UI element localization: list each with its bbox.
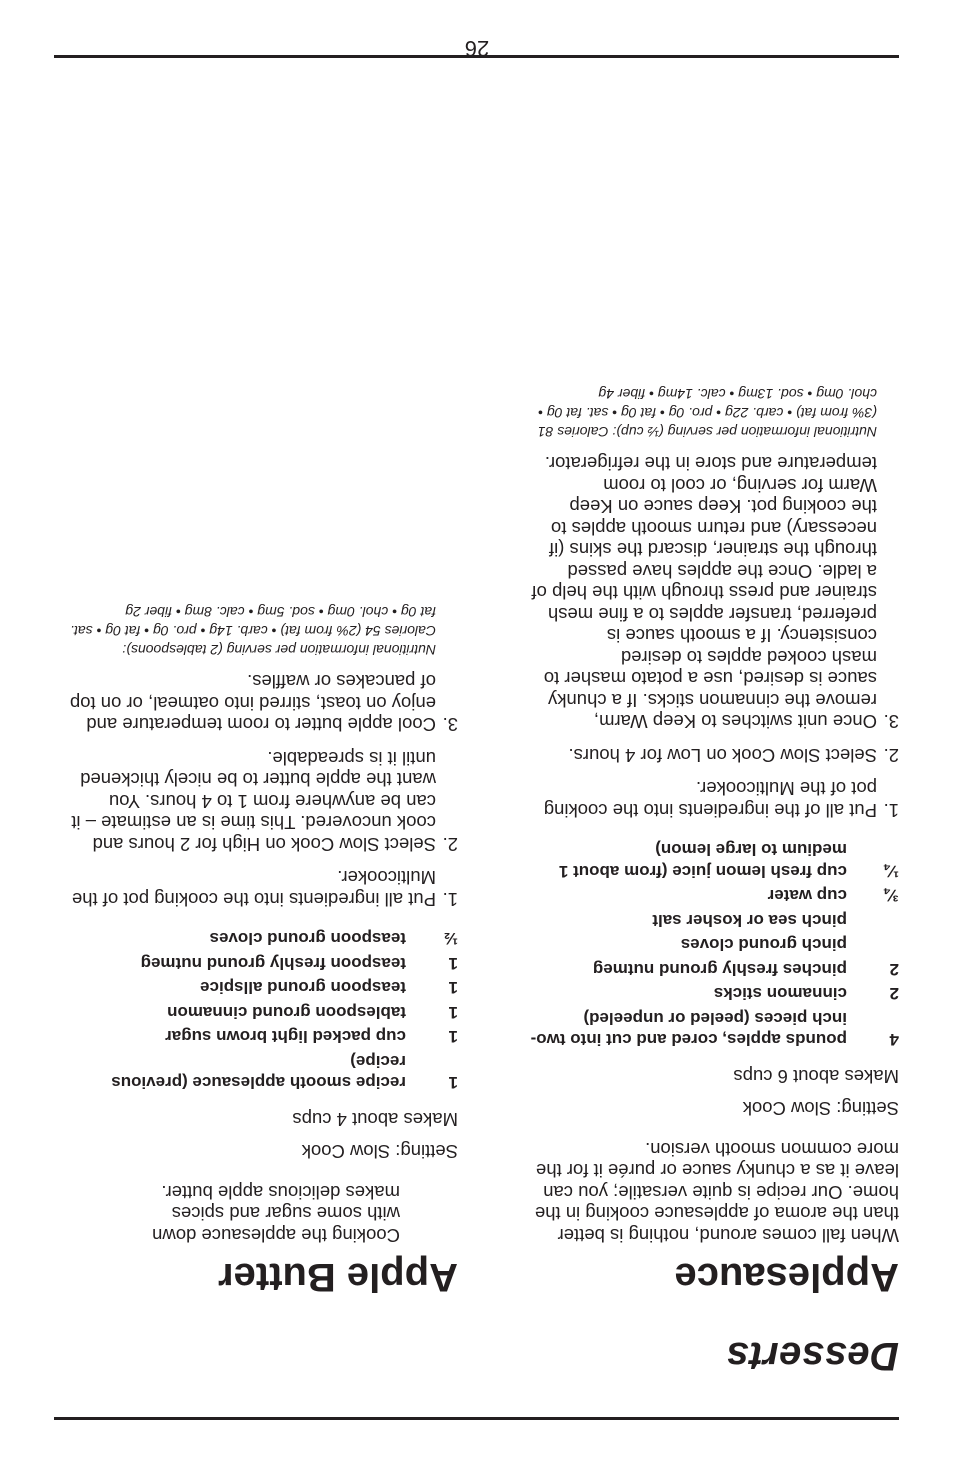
ingredient-qty: 2 xyxy=(889,984,899,1004)
ingredient-item xyxy=(529,1008,899,1051)
page-number: 26 xyxy=(464,36,490,61)
recipe-setting: Setting: Slow Cook xyxy=(742,1098,899,1120)
ingredient-list xyxy=(68,928,458,1094)
ingredient-qty: 1 xyxy=(448,1073,458,1093)
ingredient-qty: 1 xyxy=(448,1027,458,1047)
ingredient-qty: ¾ xyxy=(884,886,899,906)
recipe-setting: Setting: Slow Cook xyxy=(301,1141,458,1163)
ingredient-item xyxy=(68,977,458,999)
top-rule xyxy=(54,1417,899,1420)
ingredient-item xyxy=(68,1026,458,1048)
step-item xyxy=(68,867,458,910)
step-number: 1. xyxy=(883,800,899,821)
recipe-applesauce xyxy=(529,384,899,1300)
ingredient-qty: 1 xyxy=(448,1003,458,1022)
ingredient-qty: ½ xyxy=(443,929,458,949)
ingredient-qty: 1 xyxy=(448,954,458,973)
recipe-intro: Cooking the applesauce down with some sugar and spices makes delicious apple butter. xyxy=(152,1182,400,1246)
step-list xyxy=(68,671,458,910)
ingredient-name: teaspoon ground allspice xyxy=(200,978,406,998)
ingredient-qty: 4 xyxy=(889,1030,899,1050)
step-number: 2. xyxy=(883,745,899,766)
ingredient-item xyxy=(529,959,899,981)
ingredient-name: cup water xyxy=(767,886,847,906)
step-item xyxy=(68,748,458,856)
step-number: 3. xyxy=(442,714,458,736)
recipe-title: Applesauce xyxy=(674,1255,899,1299)
recipe-yield: Makes about 4 cups xyxy=(292,1109,458,1131)
recipe-apple-butter xyxy=(68,602,458,1300)
ingredient-name: tablespoon ground cinnamon xyxy=(167,1003,406,1022)
ingredient-qty: 1 xyxy=(448,978,458,998)
ingredient-name: pounds apples, cored and cut into two-inch pieces (peeled or unpeeled) xyxy=(530,1009,847,1050)
recipe-yield: Makes about 6 cups xyxy=(733,1066,899,1088)
step-text: Once unit switches to Keep Warm, remove the cinnamon sticks. If a chunky sauce is desired, use a potato masher to mash cooked apples to desired consistency. If a smooth sauce is preferred, transfer apples to a fine mesh strainer and press through with the help of a ladle. Once the apples have passed through the strainer, discard the skins (if necessary) and return smooth apples to the cooking pot. Keep sauce on Keep Warm for serving, or cool to room temperature and store in the refrigerator. xyxy=(531,453,877,733)
ingredient-item xyxy=(529,983,899,1005)
ingredient-item xyxy=(529,934,899,956)
ingredient-list xyxy=(529,839,899,1051)
step-text: Select Slow Cook on Low for 4 hours. xyxy=(568,745,877,766)
step-text: Put all of the ingredients into the cooking pot of the Multicooker. xyxy=(543,778,877,821)
ingredient-name: cinnamon sticks xyxy=(713,984,847,1004)
step-text: Put all ingredients into the cooking pot of the Multicooker. xyxy=(71,867,436,910)
ingredient-name: cup packed light brown sugar xyxy=(165,1027,406,1047)
step-text: Select Slow Cook on High for 2 hours and cook uncovered. This time is an estimate – it can be anywhere from 1 to 4 hours. You want the apple butter to be nicely thickened until it is spreadable. xyxy=(71,748,436,855)
step-number: 3. xyxy=(883,711,899,733)
step-number: 1. xyxy=(442,889,458,910)
ingredient-name: recipe smooth applesauce (previous recipe) xyxy=(111,1052,406,1093)
ingredient-item xyxy=(529,910,899,932)
ingredient-name: teaspoon ground cloves xyxy=(209,929,406,949)
ingredient-qty xyxy=(847,934,899,956)
section-title: Desserts xyxy=(725,1334,899,1378)
recipe-intro: When fall comes around, nothing is better than the aroma of applesauce cooking in the home. Our recipe is quite versatile; you can leave it as a chunky sauce or purée it for the more common smooth version. xyxy=(534,1139,899,1246)
ingredient-qty xyxy=(847,910,899,932)
step-text: Cool apple butter to room temperature and enjoy on toast, stirred into oatmeal, or on top of pancakes or waffles. xyxy=(69,671,436,736)
step-number: 2. xyxy=(442,834,458,855)
step-item xyxy=(68,671,458,736)
step-list xyxy=(529,453,899,821)
ingredient-item xyxy=(529,885,899,907)
recipe-title: Apple Butter xyxy=(218,1255,458,1299)
ingredient-item xyxy=(68,928,458,950)
ingredient-item xyxy=(68,953,458,975)
nutrition-info: Nutritional information per serving (2 tablespoons): Calories 54 (2% from fat) • carb. 14g • pro. 0g • fat 0g • sat. fat 0g • chol. 0mg • sod. 5mg • calc. 8mg • fiber 2g xyxy=(70,604,436,658)
ingredient-item xyxy=(529,839,899,882)
ingredient-item xyxy=(68,1002,458,1024)
step-item xyxy=(529,453,899,733)
ingredient-name: pinch sea or kosher salt xyxy=(652,911,847,930)
step-item xyxy=(529,745,899,767)
nutrition-info: Nutritional information per serving (½ cup): Calories 81 (3% from fat) • carb. 22g • pro. 0g • fat 0g • sat. fat 0g • chol. 0mg • sod. 13mg • calc. 14mg • fiber 4g xyxy=(537,386,877,440)
ingredient-name: pinches freshly ground nutmeg xyxy=(592,960,847,979)
ingredient-qty: ¼ xyxy=(884,862,899,881)
ingredient-name: cup fresh lemon juice (from about 1 medium to large lemon) xyxy=(558,840,847,881)
ingredient-qty: 2 xyxy=(889,960,899,979)
ingredient-name: pinch ground cloves xyxy=(680,935,847,955)
step-item xyxy=(529,778,899,821)
ingredient-name: teaspoon freshly ground nutmeg xyxy=(140,954,406,973)
ingredient-item xyxy=(68,1051,458,1094)
